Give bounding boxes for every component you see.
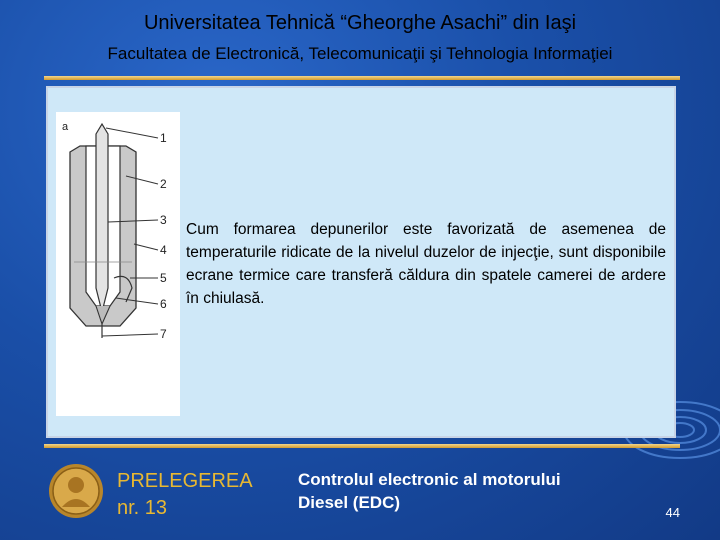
callout-4: 4 [160,243,167,257]
callout-5: 5 [160,271,167,285]
slide-number: 44 [665,505,680,520]
lecture-label [117,468,253,522]
callout-2: 2 [160,177,167,191]
callout-7: 7 [160,327,167,341]
content-panel [46,86,676,438]
callout-6: 6 [160,297,167,311]
university-title: Universitatea Tehnică “Gheorghe Asachi” din Iaşi [143,12,577,34]
university-medal-logo [48,463,104,519]
injector-nozzle-diagram [56,112,180,416]
lecture-topic [298,468,561,514]
body-paragraph: Cum formarea depunerilor este favorizată de asemenea de temperaturile ridicate de la nivelul duzelor de injecţie, sunt disponibile ecrane termice care transferă căldura din spatele camerei de ardere în chiulasă. [186,221,666,307]
top-divider [44,76,680,80]
callout-1: 1 [160,131,167,145]
topic-line-2: Diesel (EDC) [298,493,401,512]
diagram-label: a [62,121,69,133]
callout-3: 3 [160,213,167,227]
topic-line-1: Controlul electronic al motorului [298,470,561,489]
lecture-title: PRELEGEREA [117,470,253,492]
faculty-subtitle: Facultatea de Electronică, Telecomunicaţii şi Tehnologia Informaţiei [107,44,613,63]
bottom-divider [44,444,680,448]
lecture-number: nr. 13 [117,497,168,519]
